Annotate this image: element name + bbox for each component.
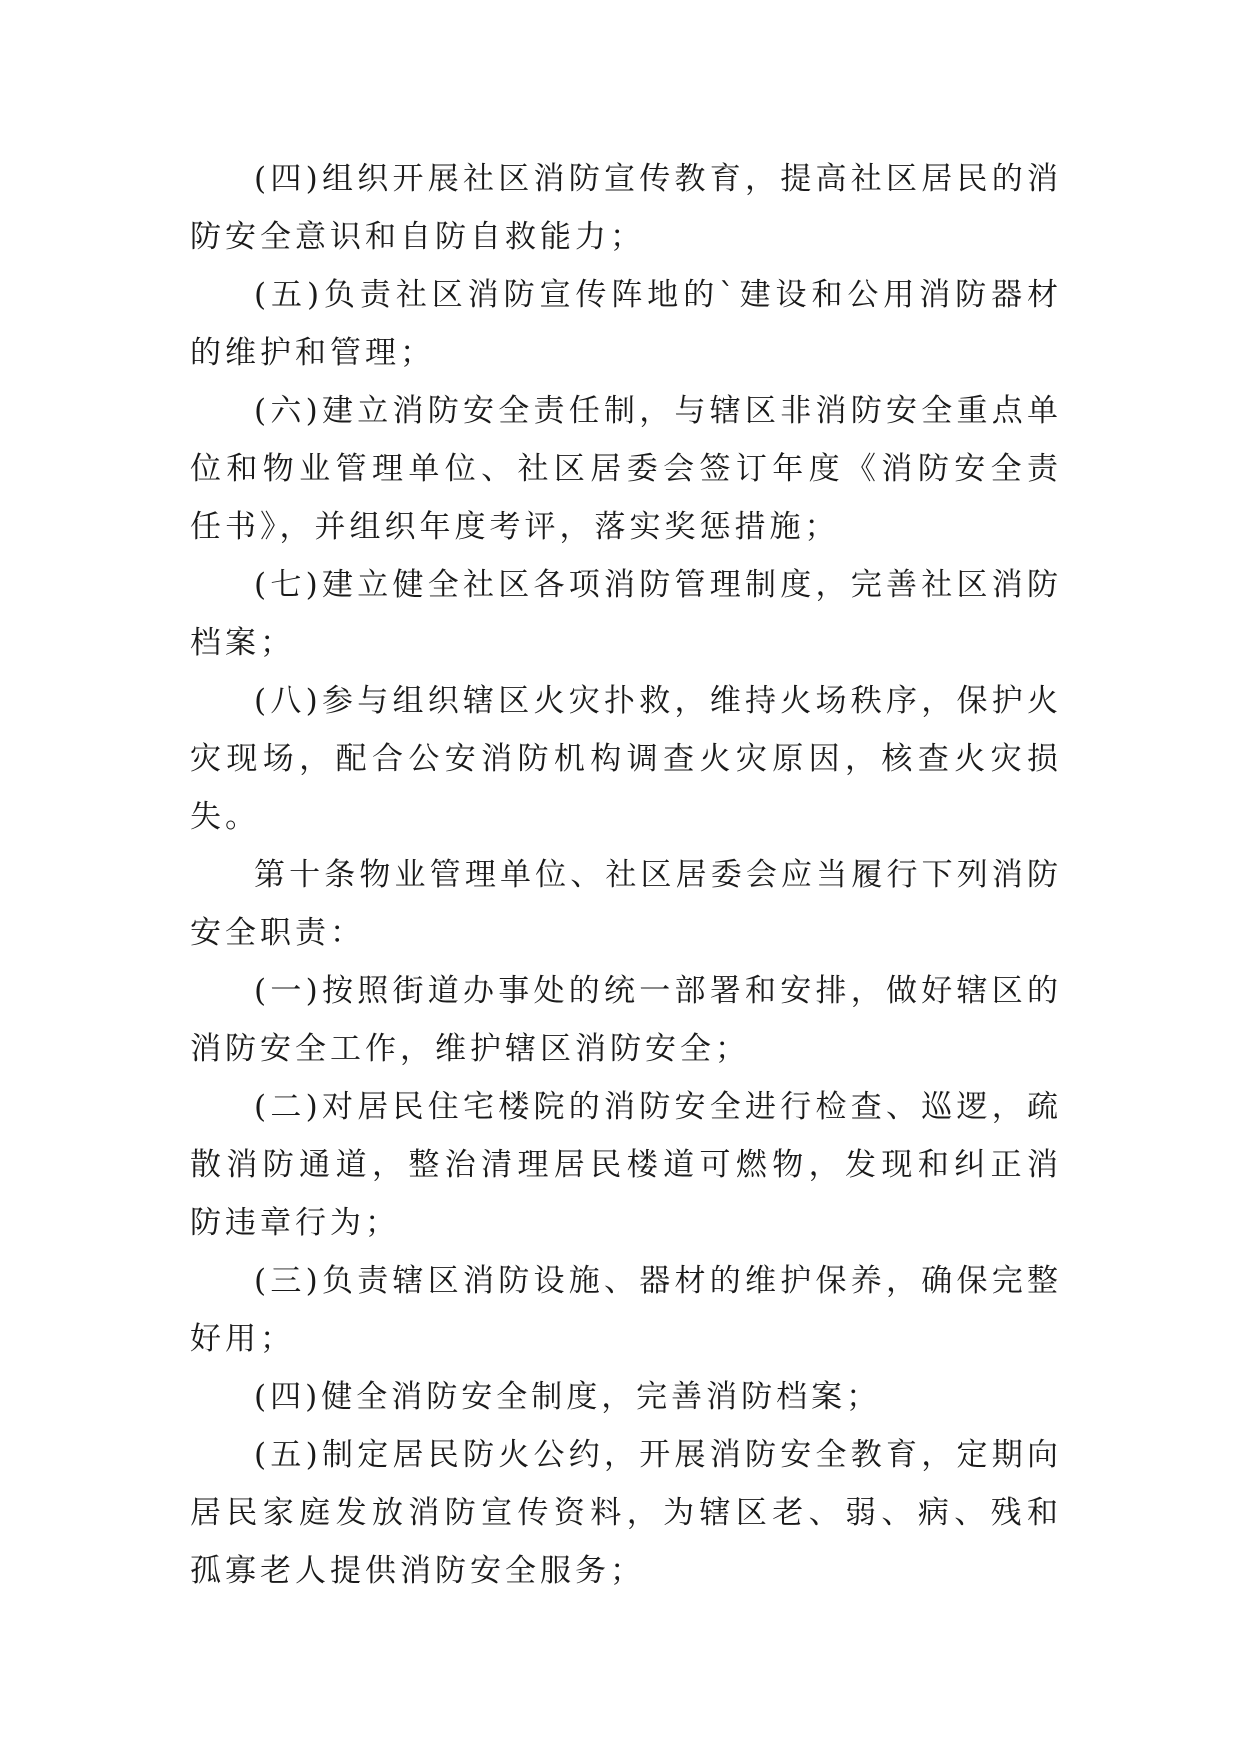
paragraph-item-1: (一)按照街道办事处的统一部署和安排，做好辖区的消防安全工作，维护辖区消防安全； [190, 973, 1062, 1067]
paragraph-item-8: (八)参与组织辖区火灾扑救，维持火场秩序，保护火灾现场，配合公安消防机构调查火灾原因，核查火灾损失。 [190, 683, 1062, 835]
paragraph-item-7: (七)建立健全社区各项消防管理制度，完善社区消防档案； [190, 567, 1062, 661]
paragraph-item-4: (四)组织开展社区消防宣传教育，提高社区居民的消防安全意识和自防自救能力； [190, 161, 1062, 255]
article-10-heading: 第十条物业管理单位、社区居委会应当履行下列消防安全职责： [190, 857, 1062, 951]
paragraph-item-6: (六)建立消防安全责任制，与辖区非消防安全重点单位和物业管理单位、社区居委会签订年度《消防安全责任书》，并组织年度考评，落实奖惩措施； [190, 393, 1062, 545]
paragraph-item-5b: (五)制定居民防火公约，开展消防安全教育，定期向居民家庭发放消防宣传资料，为辖区老、弱、病、残和孤寡老人提供消防安全服务； [190, 1437, 1062, 1589]
paragraph-item-3: (三)负责辖区消防设施、器材的维护保养，确保完整好用； [190, 1263, 1062, 1357]
paragraph-item-2: (二)对居民住宅楼院的消防安全进行检查、巡逻，疏散消防通道，整治清理居民楼道可燃物，发现和纠正消防违章行为； [190, 1089, 1062, 1241]
paragraph-item-4b: (四)健全消防安全制度，完善消防档案； [254, 1379, 882, 1415]
document-body [190, 150, 1062, 1600]
paragraph-item-5: (五)负责社区消防宣传阵地的`建设和公用消防器材的维护和管理； [190, 277, 1062, 371]
